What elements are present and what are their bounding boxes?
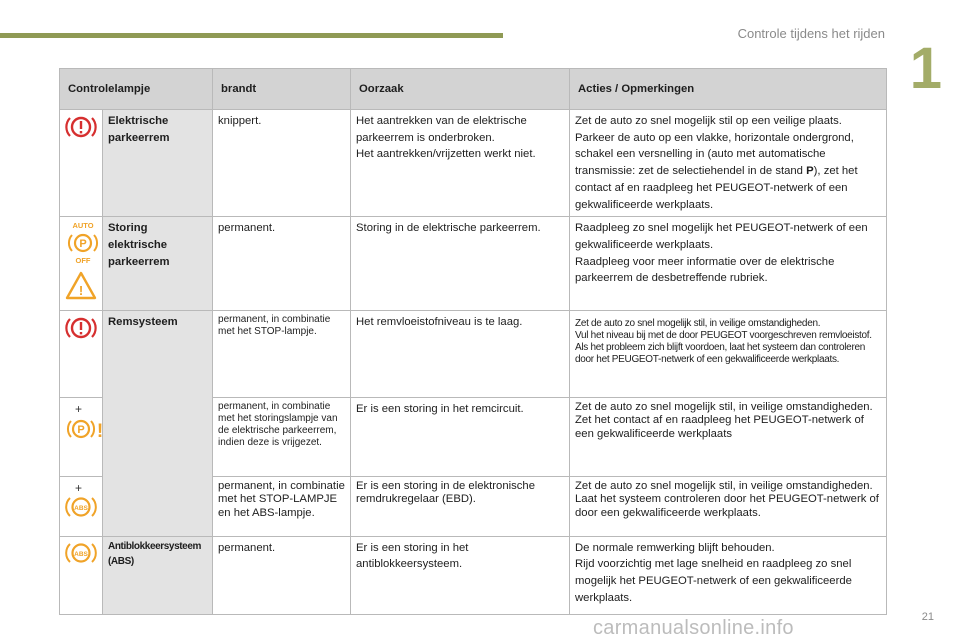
oorzaak-line: Het aantrekken van de elektrische parkeerrem is onderbroken.: [356, 115, 527, 144]
acties-line: De normale remwerking blijft behouden.: [575, 541, 775, 554]
acties-cell: [570, 310, 887, 397]
table-header-row: [60, 69, 887, 110]
table-row: [60, 536, 887, 614]
gear-position-p: P: [806, 165, 814, 178]
column-header-acties: Acties / Opmerkingen: [570, 69, 887, 110]
header-accent-bar: [0, 33, 503, 38]
svg-text:P: P: [79, 238, 87, 251]
acties-line: Als het probleem zich blijft voordoen, laat het systeem dan controleren door het PEUGEOT-netwerk of een gekwalificeerde werkplaats.: [575, 341, 865, 365]
oorzaak-cell: Storing in de elektrische parkeerrem.: [351, 217, 570, 310]
icon-cell: [60, 310, 103, 397]
brandt-cell: permanent.: [213, 536, 351, 614]
svg-text:!: !: [96, 420, 104, 442]
brandt-cell: permanent, in combinatie met het STOP-LAMPJE en het ABS-lampje.: [213, 476, 351, 536]
abs-warning-icon: [65, 540, 97, 566]
watermark: carmanualsonline.info: [593, 617, 794, 639]
chapter-number: 1: [909, 36, 942, 101]
warning-light-name: Antiblokkeersysteem (ABS): [103, 536, 213, 614]
warning-lights-table: [59, 68, 887, 615]
brake-warning-red-icon: [65, 314, 97, 342]
acties-line: Raadpleeg zo snel mogelijk het PEUGEOT-netwerk of een gekwalificeerde werkplaats.: [575, 222, 868, 252]
table-row: [60, 217, 887, 310]
brandt-cell: knippert.: [213, 110, 351, 217]
icon-cell: [60, 536, 103, 614]
acties-cell: [570, 217, 887, 310]
svg-text:AUTO: AUTO: [72, 221, 94, 231]
icon-cell: [60, 476, 103, 536]
abs-warning-icon: [65, 494, 97, 520]
warning-light-name: Storing elektrische parkeerrem: [103, 217, 213, 310]
acties-cell: [570, 476, 887, 536]
auto-p-off-icon: [65, 221, 101, 265]
acties-line: Rijd voorzichtig met lage snelheid en raadpleeg zo snel mogelijk het PEUGEOT-netwerk of een gekwalificeerde werkplaats.: [575, 558, 852, 604]
plus-sign: +: [75, 401, 83, 416]
acties-line: Zet de auto zo snel mogelijk stil, in veilige omstandigheden.: [575, 317, 821, 329]
svg-text:P: P: [77, 423, 85, 436]
acties-line: Zet de auto zo snel mogelijk stil, in veilige omstandigheden.: [575, 400, 873, 413]
svg-text:!: !: [78, 283, 84, 299]
column-header-controlelampje: Controlelampje: [60, 69, 213, 110]
acties-cell: [570, 536, 887, 614]
brandt-cell: permanent.: [213, 217, 351, 310]
acties-line: Raadpleeg voor meer informatie over de elektrische parkeerrem de desbetreffende rubriek.: [575, 255, 835, 285]
oorzaak-cell: Er is een storing in het antiblokkeersysteem.: [351, 536, 570, 614]
table-row: [60, 110, 887, 217]
acties-text: Zet de auto zo snel mogelijk stil op een veilige plaats. Parkeer de auto op een vlakke, horizontale ondergrond, schakel een versnelling in (auto met automatische transmissie: zet de selectiehendel in de stand: [575, 115, 854, 178]
warning-light-name: Remsysteem: [103, 310, 213, 536]
parking-brake-fault-icon: [65, 415, 105, 443]
oorzaak-cell: [351, 110, 570, 217]
oorzaak-line: Het aantrekken/vrijzetten werkt niet.: [356, 148, 536, 161]
oorzaak-cell: Er is een storing in de elektronische remdrukregelaar (EBD).: [351, 476, 570, 536]
section-title: Controle tijdens het rijden: [737, 26, 885, 41]
svg-text:ABS: ABS: [74, 504, 88, 512]
warning-triangle-icon: [65, 271, 97, 301]
svg-text:OFF: OFF: [75, 256, 91, 266]
acties-line: Zet het contact af en raadpleeg het PEUGEOT-netwerk of een gekwalificeerde werkplaats: [575, 414, 864, 440]
brandt-cell: permanent, in combinatie met het storingslampje van de elektrische parkeerrem, indien deze is vrijgezet.: [213, 397, 351, 476]
table-row: [60, 310, 887, 397]
acties-line: Laat het systeem controleren door het PEUGEOT-netwerk of door een gekwalificeerde werkplaats.: [575, 493, 879, 519]
warning-light-name: Elektrische parkeerrem: [103, 110, 213, 217]
brandt-cell: permanent, in combinatie met het STOP-lampje.: [213, 310, 351, 397]
svg-text:ABS: ABS: [74, 550, 88, 558]
icon-cell: [60, 397, 103, 476]
oorzaak-cell: Er is een storing in het remcircuit.: [351, 397, 570, 476]
page-number: 21: [921, 611, 934, 623]
acties-line: Vul het niveau bij met de door PEUGEOT voorgeschreven remvloeistof.: [575, 329, 872, 341]
oorzaak-cell: Het remvloeistofniveau is te laag.: [351, 310, 570, 397]
icon-cell: [60, 110, 103, 217]
acties-line: Zet de auto zo snel mogelijk stil, in veilige omstandigheden.: [575, 479, 873, 492]
acties-text: ), zet het contact af en raadpleeg het PEUGEOT-netwerk of een gekwalificeerde werkplaats.: [575, 165, 858, 211]
acties-cell: [570, 110, 887, 217]
column-header-brandt: brandt: [213, 69, 351, 110]
column-header-oorzaak: Oorzaak: [351, 69, 570, 110]
icon-cell: [60, 217, 103, 310]
plus-sign: +: [75, 480, 83, 495]
acties-cell: [570, 397, 887, 476]
brake-warning-red-icon: [65, 113, 97, 141]
